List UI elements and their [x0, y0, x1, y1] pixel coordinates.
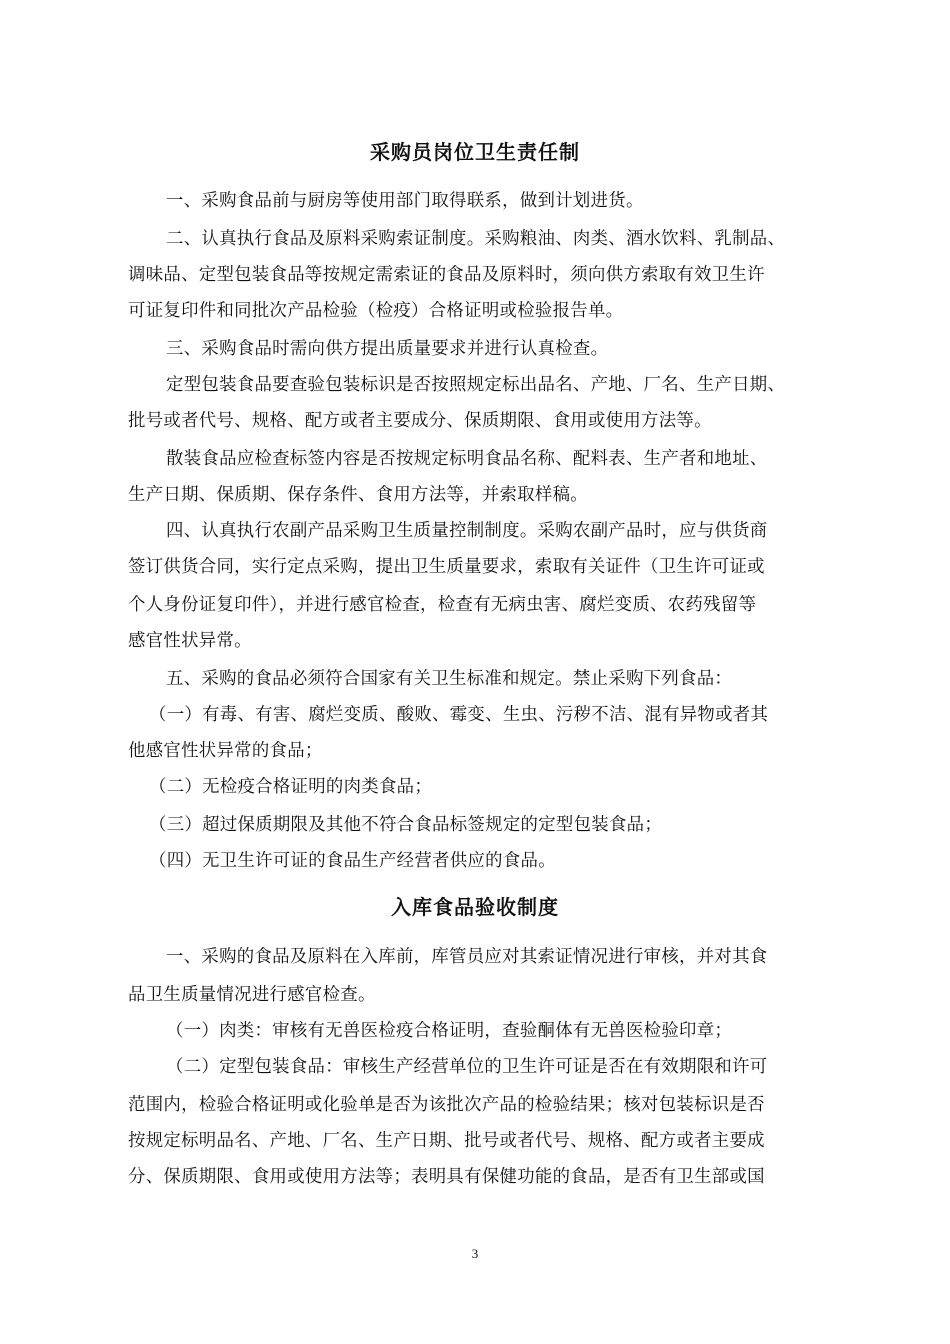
- paragraph-line: 二、认真执行食品及原料采购索证制度。采购粮油、肉类、酒水饮料、乳制品、: [166, 229, 786, 249]
- paragraph-line: 范围内，检验合格证明或化验单是否为该批次产品的检验结果；核对包装标识是否: [128, 1095, 765, 1115]
- paragraph-line: （一）肉类：审核有无兽医检疫合格证明，查验酮体有无兽医检验印章；: [166, 1021, 733, 1041]
- paragraph-line: 定型包装食品要查验包装标识是否按照规定标出品名、产地、厂名、生产日期、: [166, 375, 786, 395]
- paragraph-line: 他感官性状异常的食品；: [128, 741, 323, 761]
- paragraph-line: （四）无卫生许可证的食品生产经营者供应的食品。: [149, 851, 556, 871]
- paragraph-line: 签订供货合同，实行定点采购，提出卫生质量要求，索取有关证件（卫生许可证或: [128, 557, 765, 577]
- paragraph-line: （三）超过保质期限及其他不符合食品标签规定的定型包装食品；: [149, 815, 663, 835]
- paragraph-line: 批号或者代号、规格、配方或者主要成分、保质期限、食用或使用方法等。: [128, 411, 712, 431]
- paragraph-line: （二）定型包装食品：审核生产经营单位的卫生许可证是否在有效期限和许可: [166, 1057, 768, 1077]
- paragraph-line: 一、采购的食品及原料在入库前，库管员应对其索证情况进行审核，并对其食: [166, 947, 768, 967]
- paragraph-line: 一、采购食品前与厨房等使用部门取得联系，做到计划进货。: [166, 191, 644, 211]
- paragraph-line: 三、采购食品时需向供方提出质量要求并进行认真检查。: [166, 339, 609, 359]
- paragraph-line: 可证复印件和同批次产品检验（检疫）合格证明或检验报告单。: [128, 301, 624, 321]
- paragraph-line: 散装食品应检查标签内容是否按规定标明食品名称、配料表、生产者和地址、: [166, 449, 768, 469]
- section-title-purchaser-hygiene: 采购员岗位卫生责任制: [370, 140, 580, 164]
- paragraph-line: 调味品、定型包装食品等按规定需索证的食品及原料时，须向供方索取有效卫生许: [128, 265, 765, 285]
- paragraph-line: （一）有毒、有害、腐烂变质、酸败、霉变、生虫、污秽不洁、混有异物或者其: [149, 705, 769, 725]
- paragraph-line: 生产日期、保质期、保存条件、食用方法等，并索取样稿。: [128, 485, 588, 505]
- paragraph-line: 个人身份证复印件），并进行感官检查，检查有无病虫害、腐烂变质、农药残留等: [128, 595, 757, 615]
- paragraph-line: （二）无检疫合格证明的肉类食品；: [149, 777, 433, 797]
- page-number: 3: [471, 1246, 479, 1261]
- paragraph-line: 五、采购的食品必须符合国家有关卫生标准和规定。禁止采购下列食品：: [166, 669, 733, 689]
- paragraph-line: 品卫生质量情况进行感官检查。: [128, 985, 376, 1005]
- paragraph-line: 分、保质期限、食用或使用方法等；表明具有保健功能的食品，是否有卫生部或国: [128, 1167, 765, 1187]
- paragraph-line: 按规定标明品名、产地、厂名、生产日期、批号或者代号、规格、配方或者主要成: [128, 1131, 765, 1151]
- paragraph-line: 四、认真执行农副产品采购卫生质量控制制度。采购农副产品时，应与供货商: [166, 521, 768, 541]
- paragraph-line: 感官性状异常。: [128, 631, 252, 651]
- section-title-warehouse-inspection: 入库食品验收制度: [391, 895, 559, 919]
